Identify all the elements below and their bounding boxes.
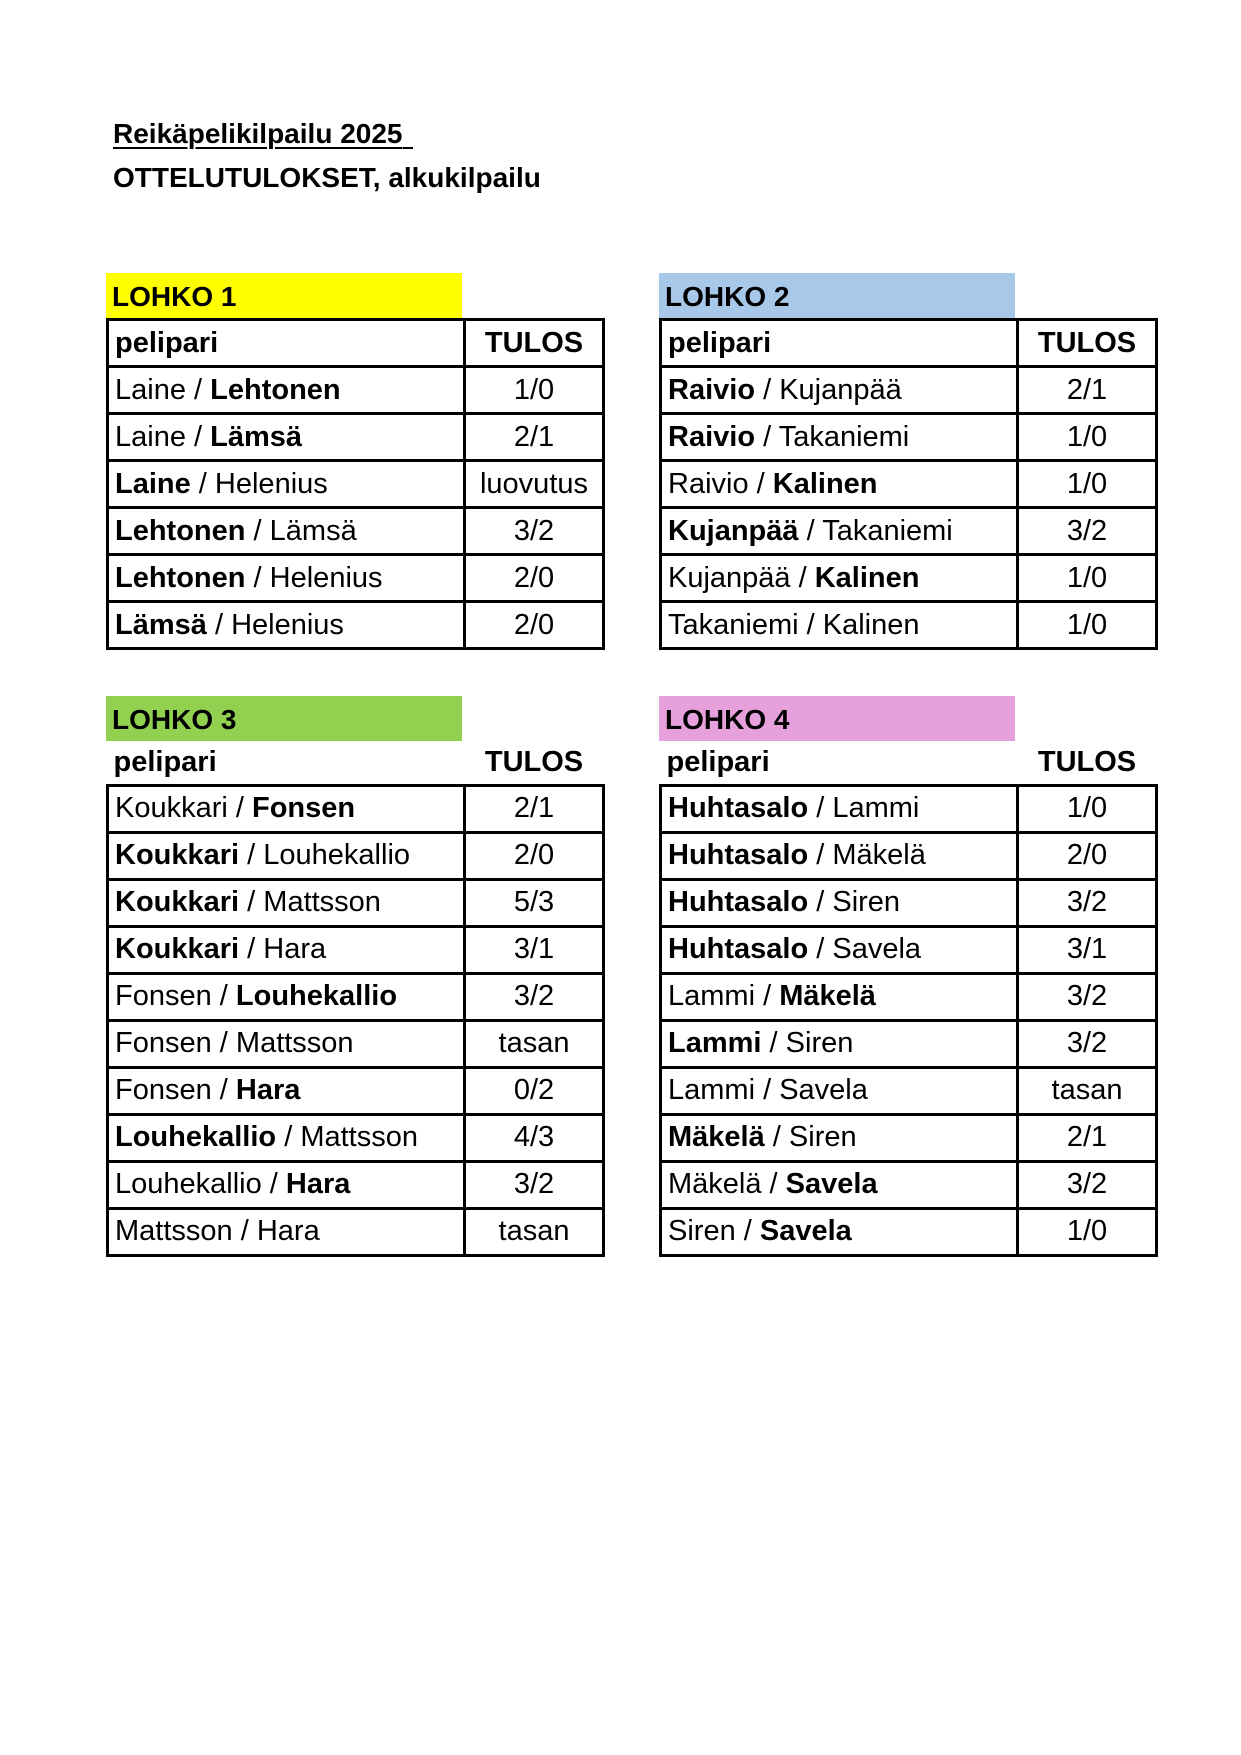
player-2: Savela — [779, 1074, 868, 1106]
match-result: 2/1 — [465, 414, 604, 461]
match-result: 1/0 — [1018, 602, 1157, 649]
player-1: Raivio — [668, 420, 756, 453]
match-pair — [661, 879, 1018, 926]
column-header-result: TULOS — [1018, 320, 1157, 367]
match-row — [661, 1114, 1157, 1161]
match-pair — [661, 367, 1018, 414]
match-pair — [661, 1208, 1018, 1255]
match-row — [661, 973, 1157, 1020]
pair-separator: / — [748, 467, 773, 500]
player-2: Lehtonen — [210, 373, 341, 406]
player-2: Mäkelä — [832, 839, 926, 871]
match-result: 3/2 — [1018, 1161, 1157, 1208]
match-result: 2/0 — [1018, 832, 1157, 879]
match-row — [661, 461, 1157, 508]
player-2: Savela — [785, 1168, 878, 1200]
player-1: Huhtasalo — [668, 839, 809, 871]
lohko-4 — [659, 696, 1155, 1257]
player-2: Hara — [235, 1074, 301, 1106]
pair-separator: / — [735, 1215, 760, 1247]
lohko-3-table — [106, 741, 605, 1257]
match-result: 4/3 — [465, 1114, 604, 1161]
pair-separator: / — [764, 1121, 789, 1153]
match-result: 1/0 — [1018, 785, 1157, 832]
player-1: Lehtonen — [115, 561, 246, 594]
match-pair — [108, 785, 465, 832]
match-pair — [108, 1067, 465, 1114]
player-1: Mäkelä — [668, 1121, 765, 1153]
lohko-1-heading: LOHKO 1 — [106, 273, 462, 318]
player-1: Raivio — [668, 467, 749, 500]
match-result: 1/0 — [1018, 461, 1157, 508]
player-1: Lehtonen — [115, 514, 246, 547]
match-row — [108, 879, 604, 926]
player-2: Lammi — [832, 792, 920, 824]
match-pair — [661, 785, 1018, 832]
match-pair — [108, 602, 465, 649]
lohko-2-table — [659, 318, 1158, 650]
player-2: Siren — [832, 886, 901, 918]
match-row — [661, 879, 1157, 926]
match-result: 3/2 — [465, 973, 604, 1020]
match-result: 3/2 — [1018, 973, 1157, 1020]
match-row — [108, 785, 604, 832]
match-pair — [661, 414, 1018, 461]
pair-separator: / — [761, 1168, 786, 1200]
player-2: Mattsson — [263, 886, 381, 918]
lohko-4-heading: LOHKO 4 — [659, 696, 1015, 741]
pair-separator: / — [190, 467, 215, 500]
match-result: 1/0 — [1018, 555, 1157, 602]
match-result: 1/0 — [465, 367, 604, 414]
pair-separator: / — [211, 1074, 236, 1106]
player-2: Louhekallio — [263, 839, 411, 871]
match-result: 5/3 — [465, 879, 604, 926]
match-row — [661, 555, 1157, 602]
match-pair — [108, 367, 465, 414]
pair-separator: / — [245, 514, 270, 547]
match-result: 2/0 — [465, 602, 604, 649]
player-1: Koukkari — [115, 886, 240, 918]
player-1: Laine — [115, 467, 191, 500]
lohko-2 — [659, 273, 1155, 650]
pair-separator: / — [755, 420, 779, 453]
lohko-1-table — [106, 318, 605, 650]
page-subtitle: OTTELUTULOKSET, alkukilpailu — [113, 162, 541, 193]
match-result: 2/1 — [1018, 1114, 1157, 1161]
pair-separator: / — [239, 839, 264, 871]
match-pair — [108, 555, 465, 602]
match-pair — [108, 461, 465, 508]
match-pair — [661, 555, 1018, 602]
match-row — [108, 602, 604, 649]
match-row — [108, 832, 604, 879]
match-row — [108, 1114, 604, 1161]
pair-separator: / — [185, 373, 211, 406]
player-2: Kujanpää — [779, 373, 902, 406]
match-pair — [661, 1114, 1018, 1161]
column-header-pair: pelipari — [108, 320, 465, 367]
player-2: Kalinen — [822, 608, 920, 641]
player-1: Takaniemi — [668, 608, 799, 641]
column-header-result: TULOS — [465, 320, 604, 367]
player-1: Koukkari — [115, 839, 240, 871]
match-row — [661, 1020, 1157, 1067]
match-row — [661, 1161, 1157, 1208]
column-header-pair: pelipari — [666, 745, 770, 778]
match-pair — [661, 1020, 1018, 1067]
match-pair — [108, 879, 465, 926]
player-1: Laine — [115, 420, 186, 453]
player-1: Huhtasalo — [668, 886, 809, 918]
match-result: 3/2 — [465, 508, 604, 555]
match-row — [661, 414, 1157, 461]
match-row — [108, 973, 604, 1020]
pair-separator: / — [206, 608, 232, 641]
player-2: Helenius — [269, 561, 383, 594]
pair-separator: / — [790, 561, 815, 594]
player-1: Huhtasalo — [668, 933, 809, 965]
player-2: Mattsson — [300, 1121, 418, 1153]
player-1: Kujanpää — [668, 514, 799, 547]
match-result: 1/0 — [1018, 1208, 1157, 1255]
match-row — [108, 555, 604, 602]
pair-separator: / — [808, 933, 833, 965]
match-pair — [108, 1161, 465, 1208]
lohko-4-table — [659, 741, 1158, 1257]
player-2: Siren — [788, 1121, 857, 1153]
pair-separator: / — [239, 933, 264, 965]
match-row — [661, 367, 1157, 414]
pair-separator: / — [755, 980, 780, 1012]
player-1: Louhekallio — [115, 1168, 262, 1200]
match-result: 2/1 — [1018, 367, 1157, 414]
pair-separator: / — [232, 1215, 257, 1247]
match-pair — [661, 832, 1018, 879]
match-row — [108, 414, 604, 461]
match-pair — [108, 926, 465, 973]
match-row — [108, 1161, 604, 1208]
pair-separator: / — [761, 1027, 786, 1059]
lohko-1 — [106, 273, 602, 650]
player-2: Helenius — [214, 467, 328, 500]
pair-separator: / — [185, 420, 211, 453]
match-pair — [108, 508, 465, 555]
player-2: Lämsä — [269, 514, 357, 547]
match-result: 2/1 — [465, 785, 604, 832]
match-result: 2/0 — [465, 555, 604, 602]
player-1: Lammi — [668, 980, 756, 1012]
pair-separator: / — [276, 1121, 301, 1153]
pair-separator: / — [211, 980, 236, 1012]
player-1: Koukkari — [115, 792, 228, 824]
player-1: Raivio — [668, 373, 756, 406]
page-title: Reikäpelikilpailu 2025 — [113, 118, 413, 150]
match-pair — [108, 973, 465, 1020]
match-result: 3/2 — [465, 1161, 604, 1208]
pair-separator: / — [211, 1027, 236, 1059]
player-2: Takaniemi — [778, 420, 910, 453]
column-header-pair: pelipari — [113, 745, 217, 778]
player-2: Fonsen — [252, 792, 356, 824]
match-row — [661, 602, 1157, 649]
player-1: Mäkelä — [668, 1168, 762, 1200]
column-header-result: TULOS — [484, 745, 584, 778]
player-1: Kujanpää — [668, 561, 791, 594]
pair-separator: / — [798, 608, 823, 641]
match-row — [661, 508, 1157, 555]
match-result: 3/1 — [1018, 926, 1157, 973]
player-1: Louhekallio — [115, 1121, 277, 1153]
player-1: Koukkari — [115, 933, 240, 965]
player-2: Hara — [263, 933, 327, 965]
player-1: Fonsen — [115, 1074, 212, 1106]
match-pair — [108, 832, 465, 879]
pair-separator: / — [808, 792, 833, 824]
match-row — [661, 926, 1157, 973]
match-result: tasan — [465, 1208, 604, 1255]
match-row — [661, 785, 1157, 832]
match-result: 2/0 — [465, 832, 604, 879]
player-2: Hara — [256, 1215, 320, 1247]
pair-separator: / — [755, 373, 780, 406]
match-row — [108, 508, 604, 555]
match-row — [661, 1067, 1157, 1114]
pair-separator: / — [245, 561, 270, 594]
match-result: 3/2 — [1018, 1020, 1157, 1067]
player-2: Mattsson — [235, 1027, 354, 1059]
player-2: Helenius — [231, 608, 344, 641]
player-2: Siren — [785, 1027, 854, 1059]
player-2: Louhekallio — [235, 980, 398, 1012]
player-2: Lämsä — [210, 420, 303, 453]
match-pair — [661, 973, 1018, 1020]
match-pair — [661, 1161, 1018, 1208]
match-result: 3/1 — [465, 926, 604, 973]
player-1: Mattsson — [115, 1215, 233, 1247]
pair-separator: / — [261, 1168, 286, 1200]
player-1: Siren — [668, 1215, 736, 1247]
match-result: tasan — [1018, 1067, 1157, 1114]
match-row — [108, 461, 604, 508]
pair-separator: / — [798, 514, 823, 547]
player-1: Lammi — [668, 1074, 756, 1106]
pair-separator: / — [808, 886, 833, 918]
match-row — [108, 1020, 604, 1067]
match-result: tasan — [465, 1020, 604, 1067]
player-1: Fonsen — [115, 1027, 212, 1059]
match-pair — [108, 1020, 465, 1067]
match-pair — [661, 602, 1018, 649]
pair-separator: / — [227, 792, 252, 824]
player-2: Takaniemi — [822, 514, 953, 547]
match-row — [108, 1208, 604, 1255]
player-2: Hara — [285, 1168, 351, 1200]
match-row — [108, 926, 604, 973]
player-2: Mäkelä — [779, 980, 876, 1012]
match-result: 0/2 — [465, 1067, 604, 1114]
pair-separator: / — [755, 1074, 780, 1106]
match-row — [661, 832, 1157, 879]
pair-separator: / — [808, 839, 833, 871]
player-1: Lämsä — [115, 608, 207, 641]
match-pair — [108, 1208, 465, 1255]
lohko-3-heading: LOHKO 3 — [106, 696, 462, 741]
match-result: 1/0 — [1018, 414, 1157, 461]
player-1: Fonsen — [115, 980, 212, 1012]
match-pair — [661, 508, 1018, 555]
match-row — [108, 367, 604, 414]
match-pair — [661, 461, 1018, 508]
column-header-result: TULOS — [1037, 745, 1137, 778]
player-2: Kalinen — [772, 467, 878, 500]
player-2: Savela — [759, 1215, 852, 1247]
player-1: Lammi — [668, 1027, 762, 1059]
match-pair — [661, 926, 1018, 973]
match-result: 3/2 — [1018, 508, 1157, 555]
match-row — [108, 1067, 604, 1114]
lohko-2-heading: LOHKO 2 — [659, 273, 1015, 318]
column-header-pair: pelipari — [661, 320, 1018, 367]
match-pair — [108, 1114, 465, 1161]
match-pair — [661, 1067, 1018, 1114]
match-pair — [108, 414, 465, 461]
player-2: Savela — [832, 933, 922, 965]
match-row — [661, 1208, 1157, 1255]
player-1: Laine — [115, 373, 186, 406]
pair-separator: / — [239, 886, 264, 918]
player-1: Huhtasalo — [668, 792, 809, 824]
match-result: luovutus — [465, 461, 604, 508]
player-2: Kalinen — [814, 561, 920, 594]
lohko-3 — [106, 696, 602, 1257]
match-result: 3/2 — [1018, 879, 1157, 926]
